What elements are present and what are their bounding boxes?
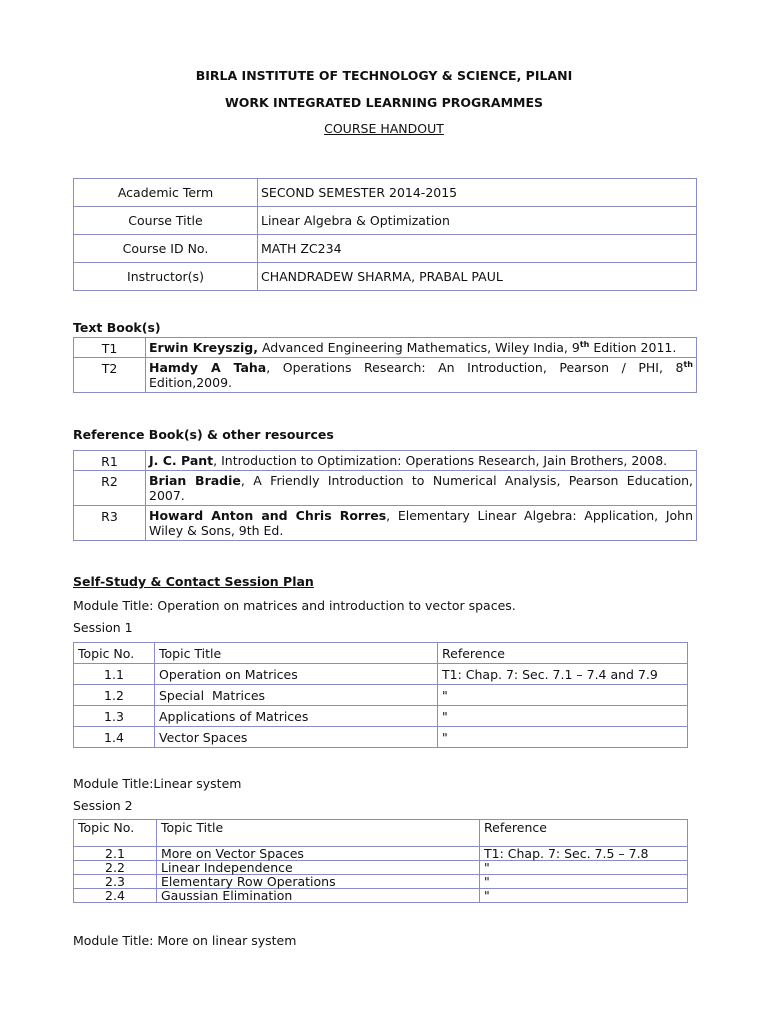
book-id: R3 <box>74 506 146 541</box>
topic-title: Elementary Row Operations <box>157 875 480 889</box>
info-value: SECOND SEMESTER 2014-2015 <box>258 179 697 207</box>
info-label: Instructor(s) <box>74 263 258 291</box>
info-row <box>74 263 697 291</box>
book-row <box>74 338 697 358</box>
session-plan-heading: Self-Study & Contact Session Plan <box>73 574 314 589</box>
book-sup: th <box>579 339 590 349</box>
book-id: T2 <box>74 358 146 393</box>
doc-type <box>0 121 768 136</box>
course-handout-label: COURSE HANDOUT <box>324 121 444 136</box>
reference-books-heading: Reference Book(s) & other resources <box>73 427 334 442</box>
col-reference: Reference <box>438 643 688 664</box>
col-topic-no: Topic No. <box>74 820 157 847</box>
table-row <box>74 727 688 748</box>
info-row <box>74 207 697 235</box>
book-rest: Edition 2011. <box>589 340 677 355</box>
book-row <box>74 358 697 393</box>
book-title: Advanced Engineering Mathematics, Wiley India, 9 <box>257 340 580 355</box>
book-title: , Operations Research: An Introduction, Pearson / PHI, 8 <box>266 360 684 375</box>
table-row <box>74 847 688 861</box>
book-title: , Introduction to Optimization: Operations Research, Jain Brothers, 2008. <box>213 453 668 468</box>
book-title: , A Friendly Introduction to Numerical Analysis, Pearson Education, 2007. <box>149 473 694 503</box>
col-reference: Reference <box>480 820 688 847</box>
topic-title: Applications of Matrices <box>155 706 438 727</box>
info-label: Course Title <box>74 207 258 235</box>
topic-ref: " <box>480 889 688 903</box>
reference-books-table <box>73 450 697 541</box>
book-text <box>146 506 697 541</box>
programme-title: WORK INTEGRATED LEARNING PROGRAMMES <box>224 95 544 110</box>
module-1-title: Module Title: Operation on matrices and introduction to vector spaces. <box>73 598 516 613</box>
topic-no: 1.1 <box>74 664 155 685</box>
table-header-row <box>74 643 688 664</box>
session-1-label: Session 1 <box>73 620 133 635</box>
book-text <box>146 338 697 358</box>
col-topic-title: Topic Title <box>157 820 480 847</box>
book-text <box>146 471 697 506</box>
module-2-title: Module Title:Linear system <box>73 776 242 791</box>
table-row <box>74 664 688 685</box>
book-row <box>74 451 697 471</box>
book-author: Erwin Kreyszig, <box>149 340 258 355</box>
book-text <box>146 451 697 471</box>
text-books-heading: Text Book(s) <box>73 320 161 335</box>
topic-title: Linear Independence <box>157 861 480 875</box>
session-2-table <box>73 819 688 903</box>
topic-ref: " <box>438 727 688 748</box>
info-row <box>74 179 697 207</box>
topic-ref: " <box>438 685 688 706</box>
book-text <box>146 358 697 393</box>
institute-title: BIRLA INSTITUTE OF TECHNOLOGY & SCIENCE, PILANI <box>195 68 573 83</box>
topic-no: 1.2 <box>74 685 155 706</box>
course-info-table <box>73 178 697 291</box>
topic-title: Gaussian Elimination <box>157 889 480 903</box>
topic-ref: " <box>480 861 688 875</box>
book-author: Brian Bradie <box>149 473 241 488</box>
session-2-label: Session 2 <box>73 798 133 813</box>
book-author: J. C. Pant <box>149 453 214 468</box>
text-books-table <box>73 337 697 393</box>
info-label: Academic Term <box>74 179 258 207</box>
book-id: R2 <box>74 471 146 506</box>
topic-no: 2.2 <box>74 861 157 875</box>
book-id: T1 <box>74 338 146 358</box>
book-rest: Edition,2009. <box>149 375 233 390</box>
topic-ref: " <box>438 706 688 727</box>
topic-no: 1.3 <box>74 706 155 727</box>
table-row <box>74 875 688 889</box>
book-id: R1 <box>74 451 146 471</box>
book-sup: th <box>683 359 693 369</box>
topic-no: 1.4 <box>74 727 155 748</box>
book-author: Howard Anton and Chris Rorres <box>149 508 387 523</box>
module-3-title: Module Title: More on linear system <box>73 933 297 948</box>
topic-title: Special Matrices <box>155 685 438 706</box>
topic-no: 2.4 <box>74 889 157 903</box>
topic-ref: " <box>480 875 688 889</box>
topic-title: Operation on Matrices <box>155 664 438 685</box>
topic-title: More on Vector Spaces <box>157 847 480 861</box>
topic-no: 2.3 <box>74 875 157 889</box>
info-value: Linear Algebra & Optimization <box>258 207 697 235</box>
info-row <box>74 235 697 263</box>
table-header-row <box>74 820 688 847</box>
book-author: Hamdy A Taha <box>149 360 267 375</box>
topic-ref: T1: Chap. 7: Sec. 7.5 – 7.8 <box>480 847 688 861</box>
topic-no: 2.1 <box>74 847 157 861</box>
table-row <box>74 685 688 706</box>
session-1-table <box>73 642 688 748</box>
info-value: CHANDRADEW SHARMA, PRABAL PAUL <box>258 263 697 291</box>
topic-ref: T1: Chap. 7: Sec. 7.1 – 7.4 and 7.9 <box>438 664 688 685</box>
col-topic-title: Topic Title <box>155 643 438 664</box>
table-row <box>74 861 688 875</box>
topic-title: Vector Spaces <box>155 727 438 748</box>
table-row <box>74 706 688 727</box>
col-topic-no: Topic No. <box>74 643 155 664</box>
book-row <box>74 471 697 506</box>
info-value: MATH ZC234 <box>258 235 697 263</box>
info-label: Course ID No. <box>74 235 258 263</box>
table-row <box>74 889 688 903</box>
book-row <box>74 506 697 541</box>
book-title: , Elementary Linear Algebra: Application, John Wiley & Sons, 9th Ed. <box>149 508 693 538</box>
